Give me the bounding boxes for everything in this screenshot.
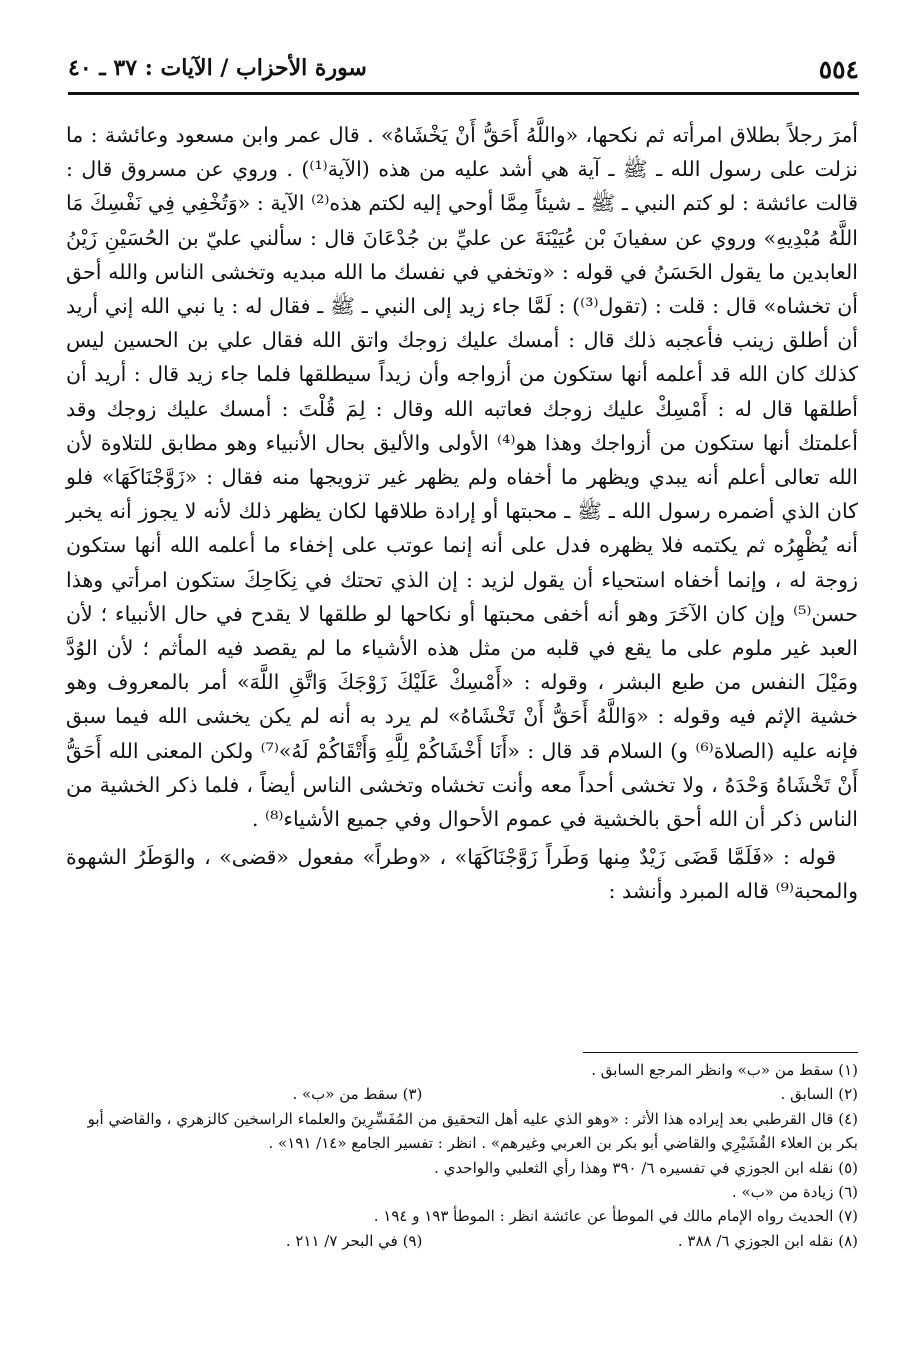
header-rule [68, 92, 859, 95]
footnote: (٨) نقله ابن الجوزي ٦/ ٣٨٨ . [677, 1231, 858, 1250]
footnote-row [66, 1229, 858, 1253]
page-number: ٥٥٤ [818, 55, 859, 84]
footnote: (١) سقط من «ب» وانظر المرجع السابق . [591, 1061, 858, 1079]
running-title: سورة الأحزاب / الآيات : ٣٧ ـ ٤٠ [68, 55, 367, 81]
footnote-row [66, 1082, 858, 1106]
footnote-rule [583, 1052, 858, 1053]
main-text [66, 118, 858, 909]
footnotes [66, 1058, 858, 1253]
paragraph: أمرَ رجلاً بطلاق امرأته ثم نكحها، «واللَّهُ أَحَقُّ أَنْ يَخْشَاهُ» . قال عمر وابن مسعود وعائشة : ما نزلت على رسول الله ـ ﷺ ـ آية هي أشد عليه من هذه (الآية⁽¹⁾) . وروي عن مسروق قال : قالت عائشة : لو كتم النبي ـ ﷺ ـ شيئاً مِمَّا أوحي إليه لكتم هذه⁽²⁾ الآية : «وَتُخْفِي فِي نَفْسِكَ مَا اللَّهُ مُبْدِيهِ» وروي عن سفيانَ بْن عُيَيْنَةَ عن عليِّ بن جُدْعَانَ قال : سألني عليّ بن الحُسَيْنِ زَيْنُ العابدين ما يقول الحَسَنُ في قوله : «وتخفي في نفسك ما الله مبديه وتخشى الناس والله أحق أن تخشاه» قال : قلت : (تقول⁽³⁾) : لَمَّا جاء زيد إلى النبي ـ ﷺ ـ فقال له : يا نبي الله إني أريد أن أطلق زينب فأعجبه ذلك قال : أمسك عليك زوجك واتق الله فقال علي بن الحسين ليس كذلك كان الله قد أعلمه أنها ستكون من أزواجه وأن زيداً سيطلقها فلما جاء زيد قال : أريد أن أطلقها قال له : أَمْسِكْ عليك زوجك فعاتبه الله وقال : لِمَ قُلْتَ : أمسك عليك زوجك وقد أعلمتك أنها ستكون من أزواجك وهذا هو⁽⁴⁾ الأولى والأليق بحال الأنبياء وهو مطابق للتلاوة لأن الله تعالى أعلم أنه يبدي ويظهر ما أخفاه ولم يظهر غير تزويجها منه فقال : «زَوَّجْنَاكَهَا» فلو كان الذي أضمره رسول الله ـ ﷺ ـ محبتها أو إرادة طلاقها لكان يظهر ذلك لأنه لا يجوز أنه يخبر أنه يُظْهِرُه ثم يكتمه فلا يظهره فدل على أنه إنما عوتب على إخفاء ما أعلمه الله أنها ستكون زوجة له ، وإنما أخفاه استحياء أن يقول لزيد : إن الذي تحتك في نِكَاحِكَ ستكون امرأتي وهذا حسن⁽⁵⁾ وإن كان الآخَرَ وهو أنه أخفى محبتها أو نكاحها لو طلقها لا يقدح في حال الأنبياء ؛ لأن العبد غير ملوم على ما يقع في قلبه من مثل هذه الأشياء ما لم يقصد فيه المأثم ؛ لأن الوُدَّ ومَيْلَ النفس من طبع البشر ، وقوله : «أَمْسِكْ عَلَيْكَ زَوْجَكَ وَاتَّقِ اللَّهَ» أمر بالمعروف وهو خشية الإثم فيه وقوله : «وَاللَّهُ أَحَقُّ أَنْ تَخْشَاهُ» لم يرد به أنه لم يكن يخشى الله فيما سبق فإنه عليه (الصلاة⁽⁶⁾ و) السلام قد قال : «أَنَا أَخْشَاكُمْ لِلَّهِ وَأَتْقَاكُمْ لَهُ»⁽⁷⁾ ولكن المعنى الله أَحَقُّ أَنْ تَخْشَاهُ وَحْدَهُ ، ولا تخشى أحداً معه وأنت تخشاه وتخشى الناس أيضاً ، فلما ذكر الخشية من الناس ذكر أن الله أحق بالخشية في عموم الأحوال وفي جميع الأشياء⁽⁸⁾ . [66, 123, 859, 832]
footnote: (٦) زيادة من «ب» . [731, 1183, 858, 1202]
footnote: (٩) في البحر ٧/ ٢١١ . [285, 1231, 423, 1250]
footnote: (٥) نقله ابن الجوزي في تفسيره ٦/ ٣٩٠ وهذا رأي الثعلبي والواحدي . [434, 1158, 858, 1177]
page-header [68, 55, 859, 95]
footnote: (٣) سقط من «ب» . [292, 1085, 423, 1104]
footnote: (٧) الحديث رواه الإمام مالك في الموطأ عن عائشة انظر : الموطأ ١٩٣ و ١٩٤ . [373, 1207, 858, 1226]
footnote: (٢) السابق . [780, 1085, 858, 1104]
footnote: (٤) قال القرطبي بعد إيراده هذا الأثر : «وهو الذي عليه أهل التحقيق من المُفَسِّرِينَ والعلماء الراسخين كالزهري ، والقاضي أبو بكر بن العلاء القُشَيْرِي والقاضي أبو بكر بن العربي وغيرهم» . انظر : تفسير الجامع «١٤/ ١٩١» . [87, 1109, 858, 1153]
paragraph: قوله : «فَلَمَّا قَضَى زَيْدٌ مِنها وَطَراً زَوَّجْنَاكَهَا» ، «وطراً» مفعول «قضى» ، والوَطَرُ الشهوة والمحبة⁽⁹⁾ قاله المبرد وأنشد : [66, 845, 858, 904]
